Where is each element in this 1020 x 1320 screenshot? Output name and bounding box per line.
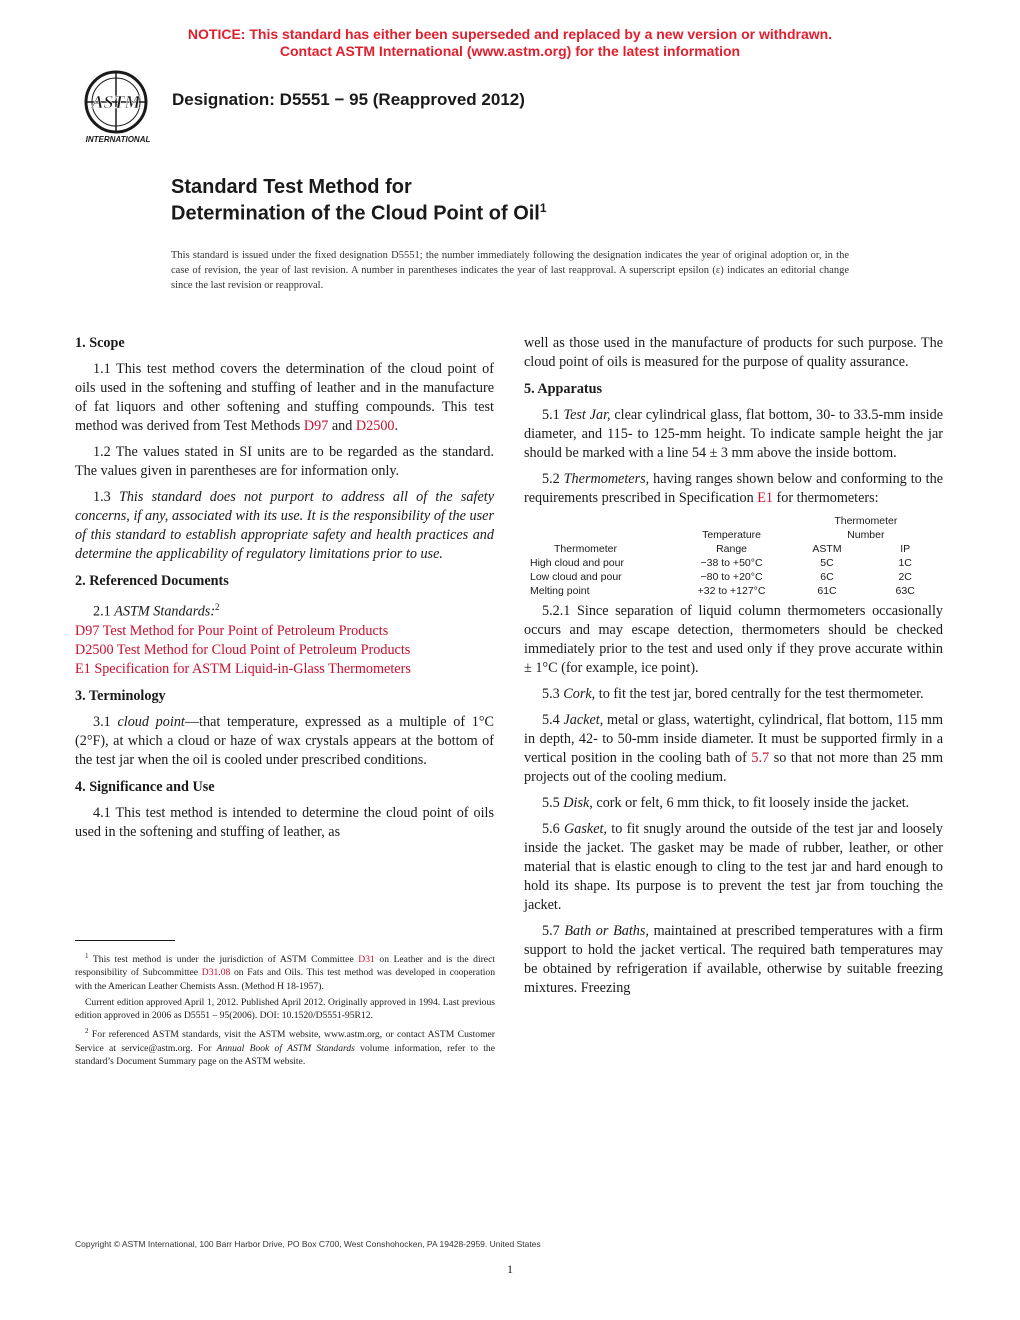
- notice-line-1: NOTICE: This standard has either been superseded and replaced by a new version or withdrawn.: [187, 26, 833, 42]
- link-d97[interactable]: D97: [303, 418, 329, 434]
- footnote-1-edition: Current edition approved April 1, 2012. Published April 2012. Originally approved in 1994. Last previous edition approved in 2006 as D5551 – 95(2006). DOI: 10.1520/D5551-95R12.: [75, 996, 495, 1021]
- para-3-1: 3.1 cloud point—that temperature, expressed as a multiple of 1°C (2°F), at which a cloud or haze of wax crystals appears at the bottom of the test jar when the oil is cooled under prescribed conditions.: [75, 713, 494, 768]
- para-5-6: 5.6 Gasket, to fit snugly around the outside of the test jar and loosely inside the jacket. The gasket may be made of rubber, leather, or other material that is elastic enough to cling to the test jar and hard enough to hold its shape. Its purpose is to prevent the test jar from touching the jacket.: [524, 821, 943, 913]
- page-number: 1: [507, 1262, 513, 1276]
- title-line-2: [171, 201, 547, 226]
- section-4-heading: 4. Significance and Use: [75, 778, 215, 795]
- left-column: [75, 334, 494, 842]
- ref-d2500[interactable]: D2500 Test Method for Cloud Point of Petroleum Products: [75, 641, 411, 658]
- para-5-2-1: 5.2.1 Since separation of liquid column thermometers occasionally occurs and may escape detection, thermometers should be checked immediately prior to the test and used only if they prove accurate within ± 1°C (for example, ice point).: [524, 603, 943, 676]
- para-2-1: 2.1 ASTM Standards:$^2$: [93, 602, 220, 620]
- link-d31[interactable]: D31: [358, 954, 375, 966]
- ref-d97[interactable]: D97 Test Method for Pour Point of Petroleum Products: [75, 622, 389, 639]
- para-5-4: 5.4 Jacket, metal or glass, watertight, cylindrical, flat bottom, 115 mm in depth, 42- to 50-mm inside diameter. It must be supported firmly in a vertical position in the cooling bath of 5.7 so that not more than 25 mm projects out of the cooling medium.: [524, 712, 943, 785]
- notice-line-2: Contact ASTM International (www.astm.org) for the latest information: [279, 43, 741, 59]
- th-number: Number: [847, 529, 885, 541]
- para-5-5: 5.5 Disk, cork or felt, 6 mm thick, to fit loosely inside the jacket.: [542, 795, 910, 811]
- logo-subtext: INTERNATIONAL: [85, 135, 151, 144]
- para-5-1: 5.1 Test Jar, clear cylindrical glass, flat bottom, 30- to 33.5-mm inside diameter, and 115- to 125-mm height. To indicate sample height the jar should be marked with a line 54 ± 3 mm above the inside bottom.: [524, 407, 943, 461]
- notice-banner: [0, 26, 1020, 60]
- para-4-1: 4.1 This test method is intended to determine the cloud point of oils used in the softening and stuffing of leather, as: [75, 804, 494, 840]
- para-1-3: 1.3 This standard does not purport to address all of the safety concerns, if any, associated with its use. It is the responsibility of the user of this standard to establish appropriate safety and health practices and determine the applicability of regulatory limitations prior to use.: [75, 489, 494, 562]
- th-range: Range: [716, 543, 748, 555]
- section-2-heading: 2. Referenced Documents: [75, 573, 229, 589]
- footnote-2-ref[interactable]: 2: [215, 602, 220, 612]
- th-thermometer: Thermometer: [554, 543, 618, 555]
- section-3-heading: 3. Terminology: [75, 687, 166, 704]
- ref-e1[interactable]: E1 Specification for ASTM Liquid-in-Glass Thermometers: [75, 660, 411, 677]
- table-row: Melting point +32 to +127°C 61C 63C: [530, 585, 915, 597]
- logo-text: ASTM: [91, 92, 141, 112]
- para-5-3: 5.3 Cork, to fit the test jar, bored centrally for the test thermometer.: [542, 686, 924, 702]
- link-e1[interactable]: E1: [757, 490, 773, 506]
- title-line-2-text: Determination of the Cloud Point of Oil: [171, 202, 540, 225]
- copyright: Copyright © ASTM International, 100 Barr Harbor Drive, PO Box C700, West Conshohocken, PA 19428-2959. United States: [75, 1239, 541, 1249]
- table-row: Low cloud and pour −80 to +20°C 6C 2C: [530, 571, 912, 583]
- para-5-2: 5.2 Thermometers, having ranges shown below and conforming to the requirements prescribed in Specification E1 for thermometers:: [524, 471, 943, 506]
- astm-logo: [74, 68, 164, 146]
- th-ip: IP: [900, 543, 911, 555]
- title-footnote-ref[interactable]: 1: [539, 201, 547, 215]
- para-1-2: 1.2 The values stated in SI units are to be regarded as the standard. The values given in parentheses are for information only.: [75, 444, 494, 479]
- section-5-heading: 5. Apparatus: [524, 381, 603, 397]
- para-1-1: 1.1 This test method covers the determination of the cloud point of oils used in the softening and stuffing of leather and in the manufacture of fat liquors and other softening and stuffing compounds. This test method was derived from Test Methods D97 and D2500.: [75, 361, 494, 434]
- footnote-rule: [75, 940, 175, 941]
- issued-note: This standard is issued under the fixed designation D5551; the number immediately following the designation indicates the year of original adoption or, in the case of revision, the year of last revision. A number in parentheses indicates the year of last reapproval. A superscript epsilon (ε) indicates an editorial change since the last revision or reapproval.: [171, 250, 849, 291]
- right-column: [524, 334, 943, 998]
- table-row: High cloud and pour −38 to +50°C 5C 1C: [530, 557, 912, 569]
- title-line-1: Standard Test Method for: [171, 176, 412, 198]
- link-d2500[interactable]: D2500: [355, 418, 395, 434]
- para-5-7: 5.7 Bath or Baths, maintained at prescribed temperatures with a firm support to hold the jacket vertical. The required bath temperatures may be obtained by refrigeration if available, otherwise by suitable freezing mixtures. Freezing: [524, 923, 943, 996]
- link-5-7[interactable]: 5.7: [751, 750, 770, 766]
- footnotes: [75, 950, 495, 1071]
- para-4-1-cont: well as those used in the manufacture of products for such purpose. The cloud point of oils is measured for the purpose of quality assurance.: [524, 335, 943, 370]
- th-thermometer-number: Thermometer: [834, 515, 898, 527]
- designation: Designation: D5551 − 95 (Reapproved 2012): [172, 90, 525, 109]
- link-d3108[interactable]: D31.08: [201, 967, 231, 979]
- section-1-heading: 1. Scope: [75, 335, 125, 351]
- footnote-1: $^1$ This test method is under the jurisdiction of ASTM Committee D31 on Leather and is the direct responsibility of Subcommittee D31.08 on Fats and Oils. This test method was developed in cooperation with the American Leather Chemists Assn. (Method H 18-1957).: [75, 952, 495, 992]
- footnote-2: $^2$ For referenced ASTM standards, visit the ASTM website, www.astm.org, or contact ASTM Customer Service at service@astm.org. For Annual Book of ASTM Standards volume information, refer to the standard’s Document Summary page on the ASTM website.: [75, 1027, 495, 1067]
- th-temperature: Temperature: [702, 529, 762, 541]
- th-astm: ASTM: [812, 543, 842, 555]
- thermometer-table: [524, 514, 944, 598]
